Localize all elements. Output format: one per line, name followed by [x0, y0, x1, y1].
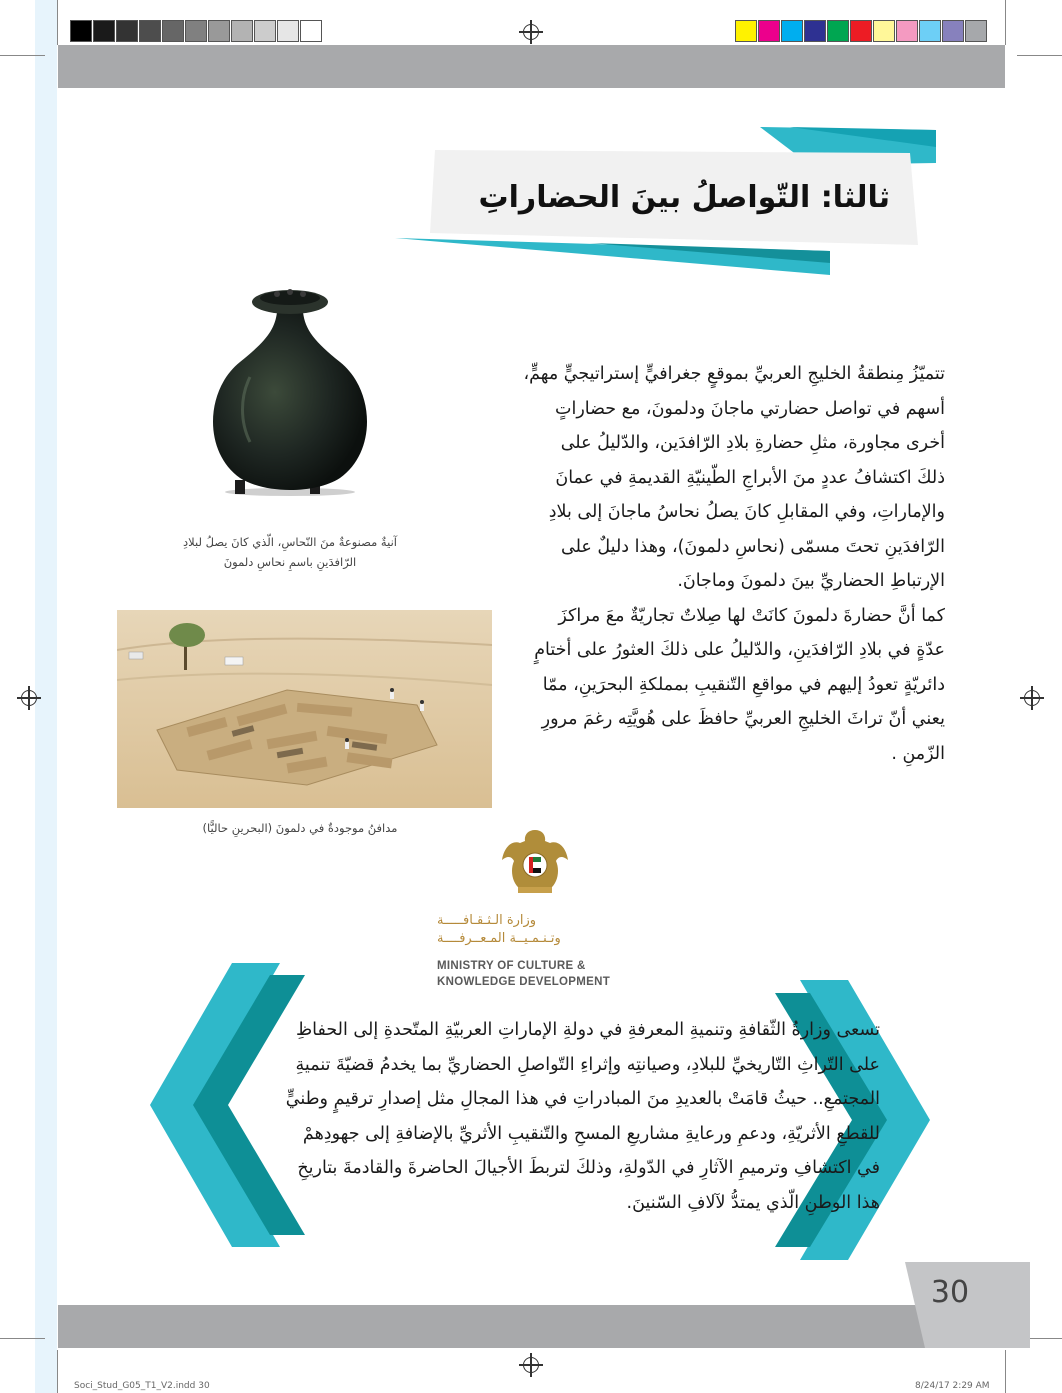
registration-mark-icon — [523, 1357, 539, 1373]
box-line: تسعى وزارةُ الثّقافةِ وتنميةِ المعرفةِ في دولةِ الإماراتِ العربيّةِ المتّحدةِ إلى الحفاظِ — [296, 1020, 880, 1040]
body-line: عدّةٍ في بلادِ الرّافدَينِ، والدّليلُ على ذلكَ العثورُ على أختامٍ — [534, 640, 945, 660]
box-line: المجتمعِ.. حيثُ قامَتْ بالعديدِ منَ المبادراتِ في هذا المجالِ مثل إصدارِ ترقيمٍ وطنيٍّ — [285, 1089, 880, 1109]
footer-band — [58, 1305, 1005, 1348]
slug-file: Soci_Stud_G05_T1_V2.indd 30 — [74, 1381, 210, 1391]
registration-mark-icon — [21, 690, 37, 706]
crop-mark — [57, 0, 58, 45]
page-title: ثالثا: التّواصلُ بينَ الحضاراتِ — [478, 180, 890, 215]
crop-mark — [1005, 0, 1006, 45]
body-line: الزّمنِ . — [891, 743, 945, 764]
slug-date: 8/24/17 2:29 AM — [915, 1381, 990, 1391]
uae-emblem-icon — [500, 825, 570, 897]
box-line: هذا الوطنِ الّذي يمتدُّ لآلافِ السّنينَ. — [626, 1192, 880, 1213]
registration-mark-icon — [523, 24, 539, 40]
crop-mark — [57, 1350, 58, 1393]
crop-mark — [1017, 55, 1062, 56]
info-box-text — [225, 1013, 880, 1220]
body-line: والإماراتِ، وفي المقابلِ كانَ يصلُ نحاسُ ماجانَ إلى بلادِ — [548, 502, 945, 522]
body-line: أخرى مجاورة، مثلِ حضارةِ بلادِ الرّافدَين، والدّليلُ على — [560, 433, 945, 453]
vase-caption — [150, 532, 430, 572]
registration-mark-icon — [1024, 690, 1040, 706]
body-line: ذلكَ اكتشافُ عددٍ منَ الأبراجِ الطّينيّةِ القديمةِ في عمانَ — [555, 467, 945, 488]
page-number: 30 — [930, 1275, 970, 1310]
copper-vase-photo — [195, 282, 390, 497]
ministry-arabic-name — [437, 912, 622, 948]
caption-line: آنيةٌ مصنوعةٌ منَ النّحاسِ، الّذي كانَ يصلُ لبلادِ — [183, 535, 397, 549]
site-caption: مدافنُ موجودةٌ في دلمونَ (البحرينِ حاليًّا) — [202, 821, 398, 835]
body-line: يعني أنّ تراثَ الخليجِ العربيِّ حافظَ على هُويَّتِه رغمَ مرورِ — [541, 709, 945, 729]
body-line: أسهم في تواصل حضارتي ماجانَ ودلمونَ، مع حضاراتٍ — [555, 398, 945, 419]
body-line: الإرتباطِ الحضاريِّ بينَ دلمونَ وماجانَ. — [677, 571, 945, 591]
body-text — [480, 357, 945, 771]
crop-mark — [1005, 1350, 1006, 1393]
crop-mark — [0, 1338, 45, 1339]
body-line: كما أنَّ حضارةَ دلمونَ كانَتْ لها صِلاتٌ تجاريّةٌ معَ مراكزَ — [558, 605, 945, 626]
ministry-arabic-line: وزارة الـثـقـافـــــة — [437, 913, 537, 928]
ministry-english-line: MINISTRY OF CULTURE & — [437, 960, 586, 972]
body-line: دائريّةٍ تعودُ إليهم في مواقعِ التّنقيبِ بمملكةِ البحرَينِ، ممّا — [542, 674, 945, 695]
ministry-arabic-line: وتـنـمـيــة المـعــرفــــة — [437, 931, 561, 946]
box-line: في اكتشافِ وترميمِ الآثارِ في الدّولةِ، وذلكَ لتربطَ الأجيالَ الحاضرةَ والقادمةَ بتاريخِ — [297, 1158, 880, 1178]
box-line: على التّراثِ التّاريخيِّ للبلادِ، وصيانتِه وإثراءِ التّواصلِ الحضاريِّ بما يخدمُ قضيّةَ تنميةِ — [295, 1054, 880, 1075]
caption-line: الرّافدَينِ باسمِ نحاسِ دلمونَ — [223, 555, 357, 569]
body-line: الرّافدَينِ تحتَ مسمّى (نحاسِ دلمونَ)، وهذا دليلٌ على — [561, 536, 945, 557]
ministry-english-line: KNOWLEDGE DEVELOPMENT — [437, 976, 611, 988]
crop-mark — [0, 55, 45, 56]
body-line: تتميّزُ مِنطقةُ الخليجِ العربيِّ بموقعٍ جغرافيٍّ إستراتيجيٍّ مهمٍّ، — [523, 364, 945, 384]
box-line: للقطعِ الأثريّةِ، ودعمِ ورعايةِ مشاريعِ المسحِ والتّنقيبِ الأثريِّ بالإضافةِ إلى جهودِهمْ — [302, 1123, 880, 1144]
dilmun-burial-site-photo — [117, 610, 492, 808]
header-band — [58, 45, 1005, 88]
